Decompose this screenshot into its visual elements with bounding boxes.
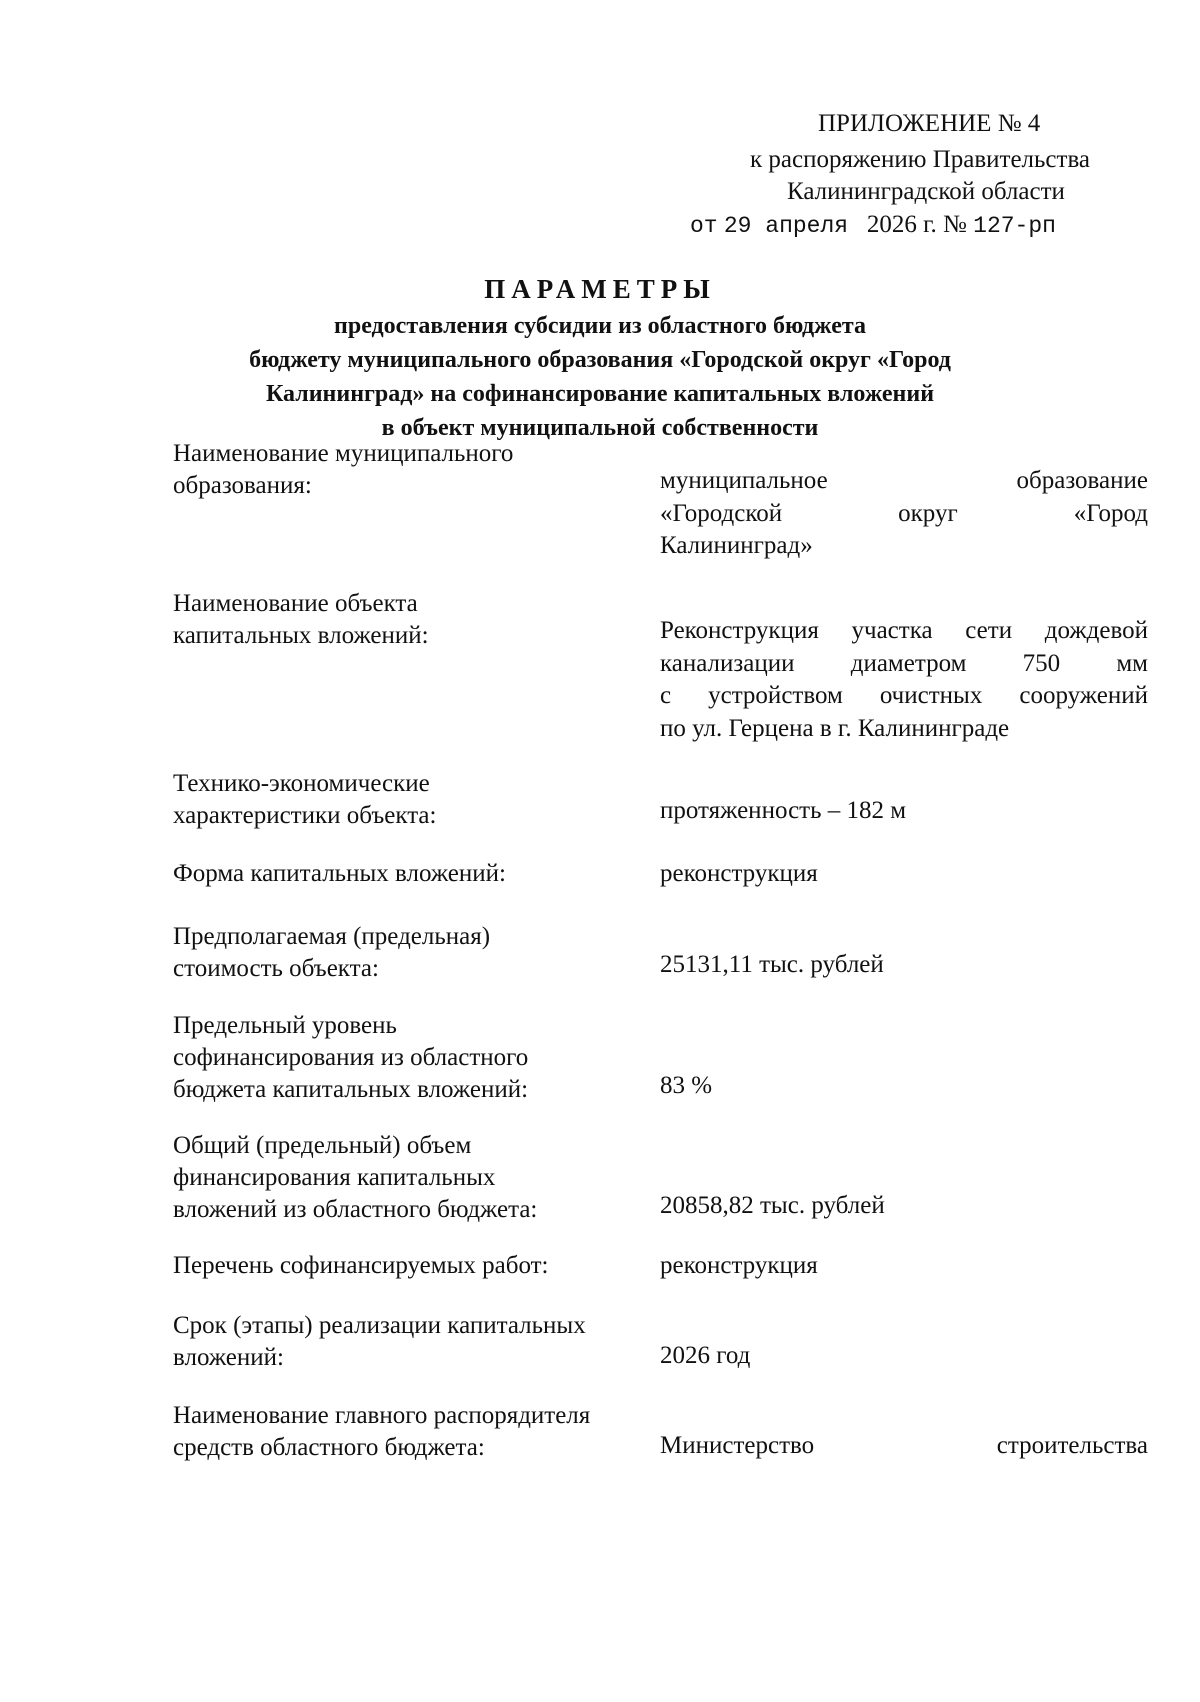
parameter-label bbox=[173, 1010, 653, 1106]
value-word: образование bbox=[1016, 467, 1148, 494]
parameter-value bbox=[660, 1070, 1148, 1103]
subheading-line: в объект муниципальной собственности bbox=[381, 415, 819, 441]
parameter-label-line: Наименование объекта bbox=[173, 590, 418, 617]
parameter-label bbox=[173, 1310, 653, 1374]
parameter-value bbox=[660, 1190, 1148, 1223]
parameter-label-line: бюджета капитальных вложений: bbox=[173, 1076, 529, 1103]
parameter-value-line bbox=[660, 1250, 1148, 1283]
parameter-value bbox=[660, 949, 1148, 982]
parameter-value-line bbox=[660, 1070, 1148, 1103]
value-word: протяженность – 182 м bbox=[660, 797, 907, 824]
value-word: округ bbox=[898, 499, 958, 527]
value-word: реконструкция bbox=[660, 860, 818, 887]
parameter-label bbox=[173, 438, 653, 502]
parameter-value bbox=[660, 1250, 1148, 1283]
parameter-value-line bbox=[660, 949, 1148, 982]
value-word: реконструкция bbox=[660, 1252, 818, 1279]
value-word: Калининград» bbox=[660, 532, 813, 559]
parameter-label bbox=[173, 1130, 653, 1226]
order-number: 127-рп bbox=[973, 213, 1056, 239]
value-word: 25131,11 тыс. рублей bbox=[660, 951, 884, 978]
parameter-label-line: капитальных вложений: bbox=[173, 622, 429, 649]
appendix-date-line bbox=[690, 209, 1056, 242]
year-suffix: г. № bbox=[923, 211, 967, 238]
value-word: строительства bbox=[996, 1432, 1148, 1459]
parameter-value bbox=[660, 858, 1148, 891]
parameter-label-line: Срок (этапы) реализации капитальных bbox=[173, 1312, 586, 1339]
appendix-region: Калининградской области bbox=[787, 178, 1065, 205]
value-word: канализации bbox=[660, 649, 795, 677]
value-word: с bbox=[660, 682, 672, 709]
parameter-label-line: софинансирования из областного bbox=[173, 1044, 529, 1071]
parameter-label-line: Предельный уровень bbox=[173, 1012, 397, 1039]
parameter-label-line: Наименование главного распорядителя bbox=[173, 1402, 591, 1429]
parameter-label-line: Перечень софинансируемых работ: bbox=[173, 1252, 549, 1279]
parameter-label bbox=[173, 858, 653, 890]
parameter-label-line: вложений: bbox=[173, 1344, 284, 1371]
parameter-value-line bbox=[660, 680, 1148, 713]
parameter-value bbox=[660, 1340, 1148, 1373]
value-word: устройством bbox=[708, 682, 843, 709]
date-prefix: от bbox=[690, 213, 718, 239]
document-subheading bbox=[170, 309, 1030, 445]
parameter-value-line bbox=[660, 858, 1148, 891]
parameter-label-line: вложений из областного бюджета: bbox=[173, 1196, 538, 1223]
parameter-value-line bbox=[660, 615, 1148, 648]
subheading-line: бюджету муниципального образования «Городской округ «Город bbox=[249, 347, 951, 373]
value-word: 20858,82 тыс. рублей bbox=[660, 1192, 885, 1219]
parameter-label-line: Предполагаемая (предельная) bbox=[173, 923, 491, 950]
parameter-value-line bbox=[660, 465, 1148, 498]
value-word: диаметром bbox=[850, 649, 967, 677]
parameter-value bbox=[660, 615, 1148, 745]
parameter-value-line bbox=[660, 795, 1148, 828]
value-word: муниципальное bbox=[660, 467, 828, 494]
subheading-line: Калининград» на софинансирование капитальных вложений bbox=[265, 381, 935, 407]
parameter-value-line bbox=[660, 713, 1148, 746]
value-word: «Город bbox=[1073, 499, 1148, 527]
parameter-label-line: характеристики объекта: bbox=[173, 802, 437, 829]
parameter-label-line: Технико-экономические bbox=[173, 770, 430, 797]
parameter-value-line bbox=[660, 648, 1148, 681]
value-word: Министерство bbox=[660, 1432, 815, 1459]
value-word: «Городской bbox=[660, 499, 783, 527]
parameter-value bbox=[660, 795, 1148, 828]
parameter-label-line: образования: bbox=[173, 472, 312, 499]
appendix-reference: к распоряжению Правительства bbox=[750, 146, 1091, 173]
parameter-value-line bbox=[660, 498, 1148, 531]
parameter-label bbox=[173, 1250, 653, 1282]
value-word: 83 % bbox=[660, 1072, 713, 1099]
value-word: 750 bbox=[1022, 649, 1061, 677]
value-word: дождевой bbox=[1044, 617, 1148, 644]
parameter-label bbox=[173, 768, 653, 832]
parameter-value bbox=[660, 465, 1148, 563]
value-word: очистных bbox=[879, 682, 983, 709]
parameter-label bbox=[173, 921, 653, 985]
document-heading: ПАРАМЕТРЫ bbox=[484, 274, 716, 304]
parameter-label-line: Наименование муниципального bbox=[173, 440, 514, 467]
value-word: по ул. Герцена в г. Калининграде bbox=[660, 714, 1010, 742]
parameter-value-line bbox=[660, 1430, 1148, 1463]
subheading-line: предоставления субсидии из областного бюджета bbox=[334, 313, 866, 339]
parameter-label-line: финансирования капитальных bbox=[173, 1164, 496, 1191]
date-typed: 29 апреля bbox=[723, 213, 849, 239]
value-word: мм bbox=[1116, 649, 1148, 677]
value-word: сооружений bbox=[1019, 682, 1148, 709]
parameter-label bbox=[173, 1400, 653, 1464]
parameter-value-line bbox=[660, 1190, 1148, 1223]
date-year: 2026 bbox=[866, 211, 917, 238]
appendix-title: ПРИЛОЖЕНИЕ № 4 bbox=[818, 110, 1041, 137]
parameter-label-line: стоимость объекта: bbox=[173, 955, 379, 982]
parameter-value bbox=[660, 1430, 1148, 1463]
parameter-label-line: Форма капитальных вложений: bbox=[173, 860, 506, 887]
value-word: 2026 год bbox=[660, 1342, 751, 1369]
value-word: Реконструкция bbox=[660, 617, 819, 644]
parameter-value-line bbox=[660, 530, 1148, 563]
value-word: участка bbox=[851, 617, 933, 644]
parameter-label-line: средств областного бюджета: bbox=[173, 1434, 485, 1461]
value-word: сети bbox=[965, 617, 1013, 644]
parameter-label bbox=[173, 588, 653, 652]
parameter-value-line bbox=[660, 1340, 1148, 1373]
parameter-label-line: Общий (предельный) объем bbox=[173, 1132, 472, 1159]
